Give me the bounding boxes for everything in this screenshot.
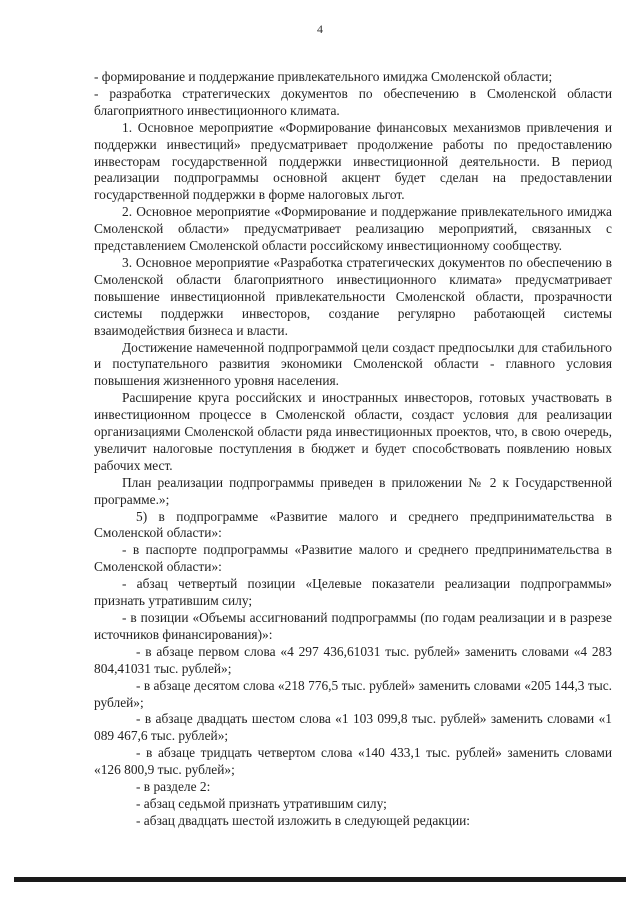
paragraph: - в абзаце десятом слова «218 776,5 тыс. рублей» заменить словами «205 144,3 тыс. рублей»; bbox=[94, 677, 612, 710]
paragraph: 3. Основное мероприятие «Разработка стратегических документов по обеспечению в Смоленской области благоприятного инвестиционного климата» предусматривает повышение инвестиционной привлекательности Смоленской области, прозрачности системы поддержки инвесторов, создание регулярно работающей системы взаимодействия бизнеса и власти. bbox=[94, 254, 612, 338]
paragraph: 2. Основное мероприятие «Формирование и поддержание привлекательного имиджа Смоленской области» предусматривает реализацию мероприятий, связанных с представлением Смоленской области российскому инвестиционному сообществу. bbox=[94, 204, 612, 254]
paragraph: - абзац двадцать шестой изложить в следующей редакции: bbox=[136, 812, 471, 828]
paragraph: - в абзаце первом слова «4 297 436,61031 тыс. рублей» заменить словами «4 283 804,41031 тыс. рублей»; bbox=[94, 643, 612, 676]
paragraph: - абзац седьмой признать утратившим силу; bbox=[136, 795, 387, 811]
bottom-rule bbox=[14, 877, 626, 882]
paragraph: Достижение намеченной подпрограммой цели создаст предпосылки для стабильного и поступательного развития экономики Смоленской области - главного условия повышения жизненного уровня населения. bbox=[94, 339, 612, 389]
paragraph: - абзац четвертый позиции «Целевые показатели реализации подпрограммы» признать утратившим силу; bbox=[94, 576, 612, 609]
paragraph: - в позиции «Объемы ассигнований подпрограммы (по годам реализации и в разрезе источников финансирования)»: bbox=[94, 610, 612, 642]
paragraph: - разработка стратегических документов по обеспечению в Смоленской области благоприятного инвестиционного климата. bbox=[94, 85, 612, 118]
document-body bbox=[94, 69, 612, 830]
paragraph: - формирование и поддержание привлекательного имиджа Смоленской области; bbox=[94, 69, 553, 84]
paragraph: 5) в подпрограмме «Развитие малого и среднего предпринимательства в Смоленской области»: bbox=[94, 508, 612, 541]
paragraph: План реализации подпрограммы приведен в приложении № 2 к Государственной программе.»; bbox=[94, 474, 612, 507]
page-number: 4 bbox=[317, 22, 323, 36]
paragraph: - в абзаце двадцать шестом слова «1 103 099,8 тыс. рублей» заменить словами «1 089 467,6 тыс. рублей»; bbox=[94, 711, 612, 744]
paragraph: Расширение круга российских и иностранных инвесторов, готовых участвовать в инвестиционном процессе в Смоленской области, создаст условия для реализации организациями Смоленской области ряда инвестиционных проектов, что, в свою очередь, увеличит налоговые поступления в бюджет и будет способствовать появлению новых рабочих мест. bbox=[94, 390, 612, 473]
paragraph: 1. Основное мероприятие «Формирование финансовых механизмов привлечения и поддержки инвестиций» предусматривает продолжение работы по предоставлению инвесторам государственной поддержки инвестиционной деятельности. В период реализации подпрограммы основной акцент будет сделан на предоставлении государственной поддержки в форме налоговых льгот. bbox=[94, 119, 612, 203]
paragraph: - в абзаце тридцать четвертом слова «140 433,1 тыс. рублей» заменить словами «126 800,9 тыс. рублей»; bbox=[94, 745, 612, 778]
paragraph: - в разделе 2: bbox=[136, 779, 211, 795]
paragraph: - в паспорте подпрограммы «Развитие малого и среднего предпринимательства в Смоленской области»: bbox=[94, 542, 612, 575]
